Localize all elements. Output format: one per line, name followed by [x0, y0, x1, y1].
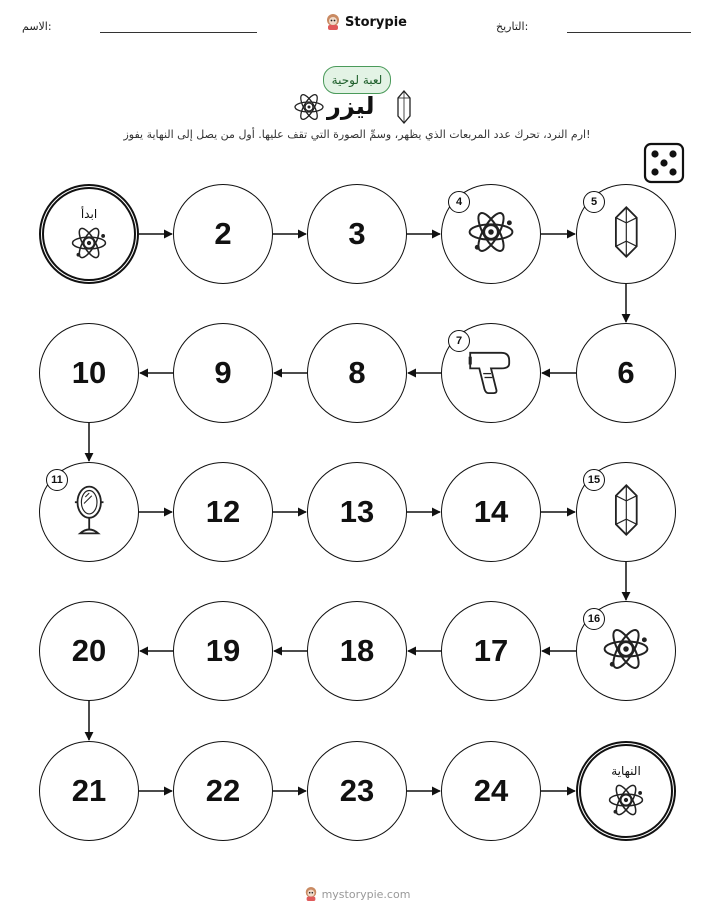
- footer: [0, 886, 714, 902]
- name-label: الاسم:: [22, 20, 52, 33]
- space-number-badge: 11: [46, 469, 68, 491]
- board-space-8: [307, 323, 407, 423]
- space-number: 18: [339, 633, 375, 668]
- space-number: 6: [617, 355, 635, 390]
- space-icon: [606, 780, 646, 824]
- storypie-mascot-icon: [304, 886, 318, 902]
- space-number-badge: 4: [448, 191, 470, 213]
- board-space-6: [576, 323, 676, 423]
- board-space-4: [441, 184, 541, 284]
- board-space-16: [576, 601, 676, 701]
- board-space-5: [576, 184, 676, 284]
- space-number-badge: 7: [448, 330, 470, 352]
- board-space-2: [173, 184, 273, 284]
- board-space-7: [441, 323, 541, 423]
- space-icon: [69, 223, 109, 267]
- space-number: 10: [71, 355, 107, 390]
- atom-icon: [606, 780, 646, 820]
- board-space-20: [39, 601, 139, 701]
- space-number: 19: [205, 633, 241, 668]
- space-number: 3: [348, 216, 366, 251]
- space-number: 22: [205, 773, 241, 808]
- mirror-icon: [71, 484, 107, 536]
- atom-icon: [600, 623, 652, 675]
- space-icon: [600, 623, 652, 679]
- space-number: 12: [205, 494, 241, 529]
- finish-space: [576, 741, 676, 841]
- game-type-badge: لعبة لوحية: [323, 66, 391, 94]
- board-space-12: [173, 462, 273, 562]
- space-number: 21: [71, 773, 107, 808]
- space-number: 17: [473, 633, 509, 668]
- page-title: ليزر: [327, 92, 375, 120]
- space-icon: [71, 484, 107, 540]
- brand-name: Storypie: [345, 14, 407, 30]
- start-label: ابدأ: [80, 207, 98, 221]
- board-space-13: [307, 462, 407, 562]
- space-number-badge: 15: [583, 469, 605, 491]
- board-space-24: [441, 741, 541, 841]
- board-space-22: [173, 741, 273, 841]
- board-space-14: [441, 462, 541, 562]
- board-space-19: [173, 601, 273, 701]
- atom-icon: [465, 206, 517, 258]
- space-number: 14: [473, 494, 509, 529]
- space-number: 23: [339, 773, 375, 808]
- space-number: 8: [348, 355, 366, 390]
- board-space-23: [307, 741, 407, 841]
- space-icon: [612, 206, 641, 262]
- crystal-icon: [612, 484, 641, 536]
- board-space-11: [39, 462, 139, 562]
- space-icon: [612, 484, 641, 540]
- space-number-badge: 5: [583, 191, 605, 213]
- start-space: [39, 184, 139, 284]
- board-space-9: [173, 323, 273, 423]
- barcode-scanner-icon: [465, 345, 517, 397]
- space-number: 24: [473, 773, 509, 808]
- finish-label: النهاية: [611, 764, 641, 778]
- space-icon: [465, 206, 517, 262]
- board-space-15: [576, 462, 676, 562]
- atom-icon: [69, 223, 109, 263]
- board-space-17: [441, 601, 541, 701]
- space-number: 13: [339, 494, 375, 529]
- space-number: 2: [214, 216, 232, 251]
- space-number: 9: [214, 355, 232, 390]
- board-space-18: [307, 601, 407, 701]
- board-space-21: [39, 741, 139, 841]
- crystal-icon: [612, 206, 641, 258]
- space-icon: [465, 345, 517, 401]
- footer-site: mystorypie.com: [321, 887, 411, 901]
- date-label: التاريخ:: [496, 20, 529, 33]
- space-number: 20: [71, 633, 107, 668]
- instructions: ارم النرد، تحرك عدد المربعات الذي يظهر، وسمِّ الصورة التي تقف عليها. أول من يصل إلى النهاية يفوز!: [123, 128, 591, 141]
- board-space-3: [307, 184, 407, 284]
- board-space-10: [39, 323, 139, 423]
- space-number-badge: 16: [583, 608, 605, 630]
